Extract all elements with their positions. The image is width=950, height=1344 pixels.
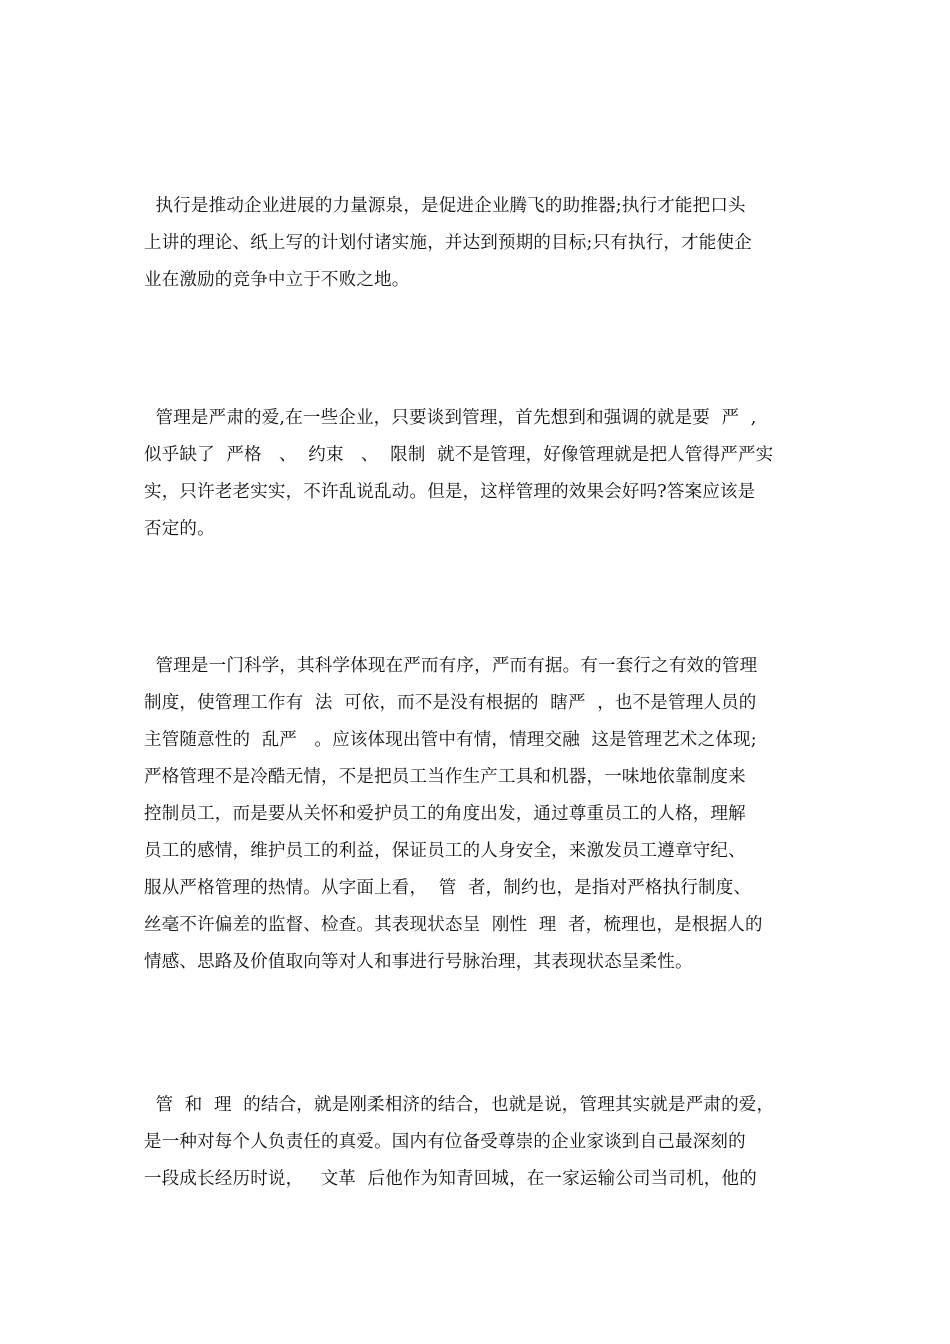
paragraph-line: 是一种对每个人负责任的真爱。国内有位备受尊崇的企业家谈到自己最深刻的 <box>144 1132 746 1152</box>
paragraph-line: 似乎缺了 严格 、 约束 、 限制 就不是管理，好像管理就是把人管得严严实 <box>144 445 774 465</box>
paragraph-line: 管 和 理 的结合，就是刚柔相济的结合，也就是说，管理其实就是严肃的爱， <box>144 1095 775 1115</box>
paragraph-line: 上讲的理论、纸上写的计划付诸实施，并达到预期的目标;只有执行，才能使企 <box>144 233 752 253</box>
paragraph-line: 主管随意性的 乱严 。应该体现出管中有情，情理交融 这是管理艺术之体现; <box>144 730 757 750</box>
paragraph-line: 员工的感情，维护员工的利益，保证员工的人身安全，来激发员工遵章守纪、 <box>144 841 746 861</box>
paragraph-line: 控制员工，而是要从关怀和爱护员工的角度出发，通过尊重员工的人格，理解 <box>144 804 746 824</box>
paragraph-line: 否定的。 <box>144 519 215 539</box>
paragraph-line: 严格管理不是冷酷无情，不是把员工当作生产工具和机器，一味地依靠制度来 <box>144 767 746 787</box>
paragraph-line: 管理是一门科学，其科学体现在严而有序，严而有据。有一套行之有效的管理 <box>144 656 758 676</box>
paragraph-line: 一段成长经历时说， 文革 后他作为知青回城，在一家运输公司当司机，他的 <box>144 1169 757 1189</box>
paragraph-line: 丝毫不许偏差的监督、检查。其表现状态呈 刚性 理 者，梳理也，是根据人的 <box>144 915 763 935</box>
paragraph-line: 情感、思路及价值取向等对人和事进行号脉治理，其表现状态呈柔性。 <box>144 952 693 972</box>
paragraph-management-science <box>144 648 810 981</box>
paragraph-management-love <box>144 400 810 548</box>
paragraph-execution <box>144 188 810 299</box>
paragraph-guan-and-li <box>144 1087 810 1198</box>
paragraph-line: 业在激励的竞争中立于不败之地。 <box>144 270 410 290</box>
paragraph-line: 服从严格管理的热情。从字面上看， 管 者，制约也，是指对严格执行制度、 <box>144 878 752 898</box>
paragraph-line: 制度，使管理工作有 法 可依，而不是没有根据的 瞎严 ，也不是管理人员的 <box>144 693 757 713</box>
paragraph-line: 执行是推动企业进展的力量源泉，是促进企业腾飞的助推器;执行才能把口头 <box>144 196 746 216</box>
paragraph-line: 实，只许老老实实，不许乱说乱动。但是，这样管理的效果会好吗?答案应该是 <box>144 482 756 502</box>
paragraph-line: 管理是严肃的爱,在一些企业，只要谈到管理，首先想到和强调的就是要 严 , <box>144 408 757 428</box>
